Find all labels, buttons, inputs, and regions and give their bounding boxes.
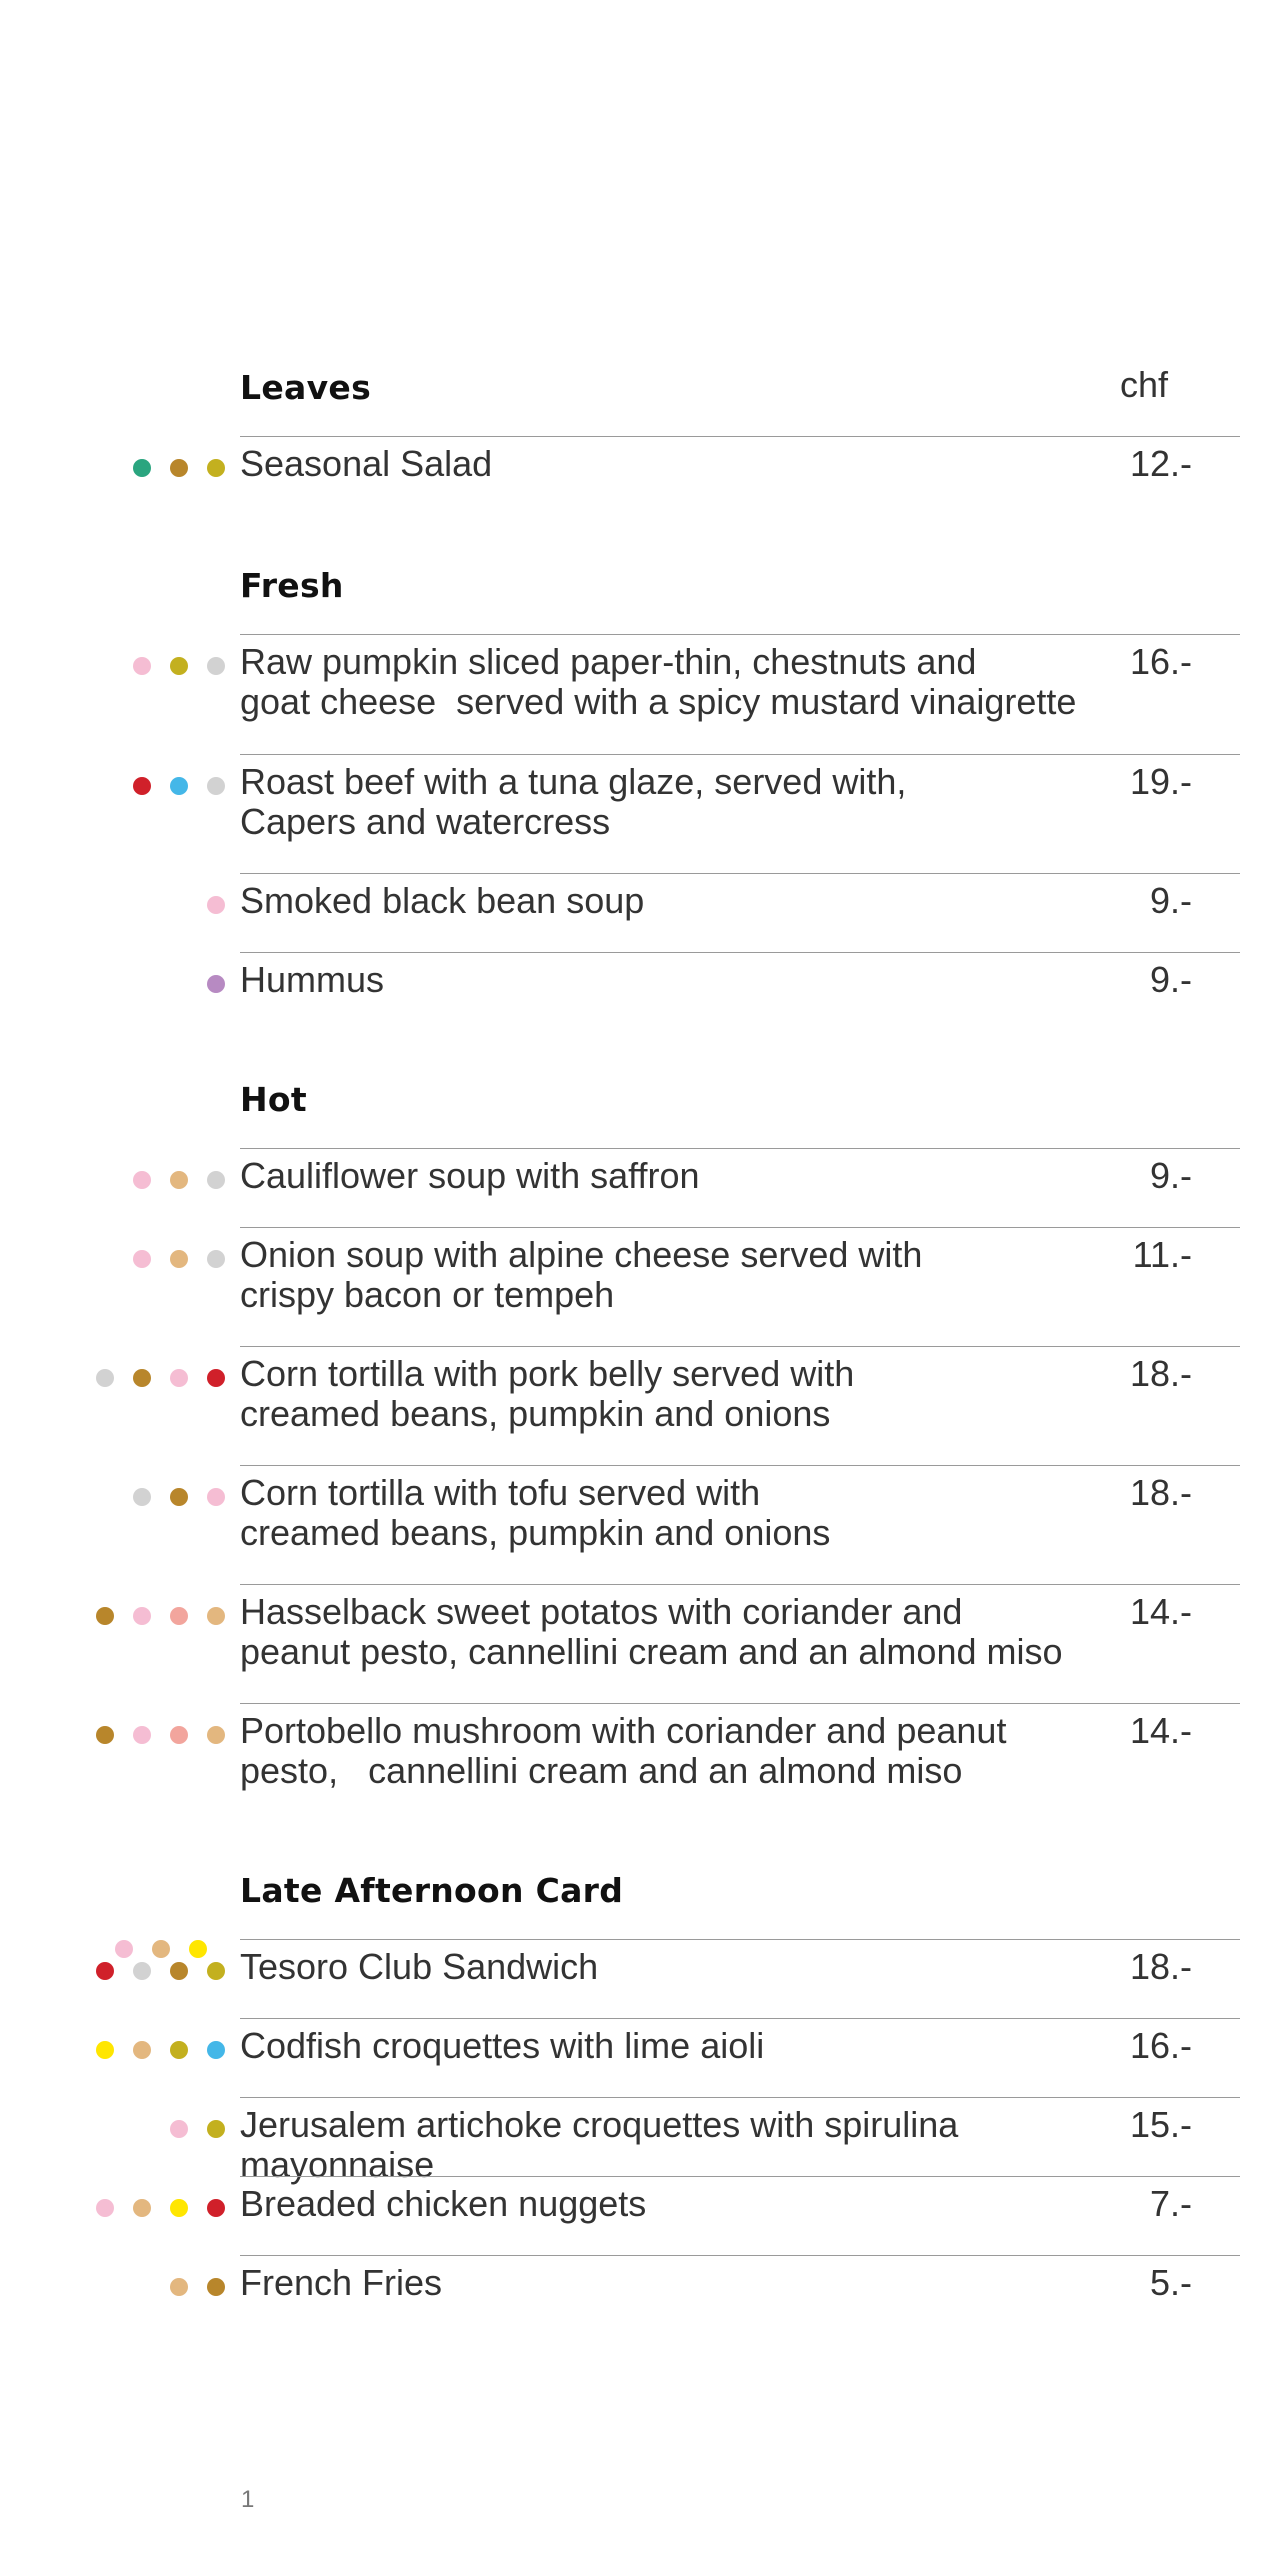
menu-item-name: Breaded chicken nuggets: [240, 2183, 647, 2224]
dietary-dot-pink: [133, 1250, 151, 1268]
dietary-dot-pink: [115, 1940, 133, 1958]
dietary-dot-tan: [170, 1250, 188, 1268]
row-divider: [240, 2176, 1240, 2177]
section-title-leaves: Leaves: [240, 368, 372, 407]
dietary-dot-red: [207, 2199, 225, 2217]
dietary-dot-blue: [170, 777, 188, 795]
menu-item-name: Seasonal Salad: [240, 443, 493, 484]
menu-item-name: Hummus: [240, 959, 385, 1000]
dietary-dot-olive: [207, 459, 225, 477]
dietary-dot-yellow: [189, 1940, 207, 1958]
menu-item-name: Cauliflower soup with saffron: [240, 1155, 700, 1196]
menu-item-price: 5.-: [1149, 2262, 1192, 2303]
section-title-fresh: Fresh: [240, 566, 344, 605]
menu-item-name: Roast beef with a tuna glaze, served with, Capers and watercress: [240, 761, 907, 842]
dietary-dot-red: [207, 1369, 225, 1387]
dietary-dot-tan: [133, 2199, 151, 2217]
dietary-dot-ochre: [133, 1369, 151, 1387]
dietary-dot-tan: [207, 1607, 225, 1625]
row-divider: [240, 873, 1240, 874]
menu-item-price: 14.-: [1129, 1591, 1192, 1632]
menu-item-name: Hasselback sweet potatos with coriander and peanut pesto, cannellini cream and an almond miso: [240, 1591, 1063, 1672]
menu-item-price: 14.-: [1129, 1710, 1192, 1751]
dietary-dot-tan: [152, 1940, 170, 1958]
menu-item-name: French Fries: [240, 2262, 443, 2303]
menu-item-price: 18.-: [1129, 1353, 1192, 1394]
dietary-dot-ochre: [170, 1962, 188, 1980]
row-divider: [240, 1584, 1240, 1585]
dietary-dot-grey: [133, 1488, 151, 1506]
dietary-dot-salmon: [170, 1607, 188, 1625]
row-divider: [240, 2018, 1240, 2019]
dietary-dot-pink: [207, 1488, 225, 1506]
dietary-dot-olive: [170, 657, 188, 675]
menu-item-name: Corn tortilla with tofu served with creamed beans, pumpkin and onions: [240, 1472, 831, 1553]
currency-label: chf: [1120, 364, 1169, 405]
menu-item-name: Tesoro Club Sandwich: [240, 1946, 599, 1987]
row-divider: [240, 1346, 1240, 1347]
dietary-dot-ochre: [170, 1488, 188, 1506]
menu-item-price: 18.-: [1129, 1946, 1192, 1987]
dietary-dot-grey: [133, 1962, 151, 1980]
row-divider: [240, 2255, 1240, 2256]
row-divider: [240, 754, 1240, 755]
dietary-dot-grey: [207, 657, 225, 675]
dietary-dot-pink: [133, 1607, 151, 1625]
menu-item-price: 15.-: [1129, 2104, 1192, 2145]
menu-item-price: 11.-: [1132, 1234, 1192, 1275]
menu-item-name: Jerusalem artichoke croquettes with spirulina mayonnaise: [240, 2104, 969, 2185]
row-divider: [240, 1703, 1240, 1704]
dietary-dot-tan: [133, 2041, 151, 2059]
dietary-dot-salmon: [170, 1726, 188, 1744]
menu-item-name: Corn tortilla with pork belly served with creamed beans, pumpkin and onions: [240, 1353, 855, 1434]
dietary-dot-tan: [170, 2278, 188, 2296]
menu-item-price: 16.-: [1129, 2025, 1192, 2066]
row-divider: [240, 1227, 1240, 1228]
row-divider: [240, 1148, 1240, 1149]
dietary-dot-pink: [133, 657, 151, 675]
menu-item-price: 19.-: [1129, 761, 1192, 802]
dietary-dot-pink: [207, 896, 225, 914]
dietary-dot-purple: [207, 975, 225, 993]
menu-item-price: 7.-: [1149, 2183, 1192, 2224]
dietary-dot-ochre: [96, 1607, 114, 1625]
row-divider: [240, 2097, 1240, 2098]
dietary-dot-pink: [170, 1369, 188, 1387]
dietary-dot-yellow: [96, 2041, 114, 2059]
dietary-dot-ochre: [96, 1726, 114, 1744]
dietary-dot-ochre: [207, 2278, 225, 2296]
row-divider: [240, 1939, 1240, 1940]
dietary-dot-tan: [170, 1171, 188, 1189]
dietary-dot-pink: [133, 1726, 151, 1744]
dietary-dot-grey: [207, 1171, 225, 1189]
dietary-dot-olive: [170, 2041, 188, 2059]
menu-item-price: 12.-: [1129, 443, 1192, 484]
section-title-hot: Hot: [240, 1080, 307, 1119]
menu-item-name: Portobello mushroom with coriander and peanut pesto, cannellini cream and an almond miso: [240, 1710, 1007, 1791]
row-divider: [240, 1465, 1240, 1466]
row-divider: [240, 952, 1240, 953]
dietary-dot-pink: [170, 2120, 188, 2138]
dietary-dot-grey: [96, 1369, 114, 1387]
menu-item-price: 16.-: [1129, 641, 1192, 682]
dietary-dot-red: [133, 777, 151, 795]
menu-item-name: Codfish croquettes with lime aioli: [240, 2025, 765, 2066]
row-divider: [240, 634, 1240, 635]
dietary-dot-grey: [207, 777, 225, 795]
dietary-dot-pink: [133, 1171, 151, 1189]
page-number: 1: [241, 2486, 255, 2513]
menu-item-name: Smoked black bean soup: [240, 880, 645, 921]
dietary-dot-red: [96, 1962, 114, 1980]
menu-item-name: Onion soup with alpine cheese served with crispy bacon or tempeh: [240, 1234, 923, 1315]
menu-item-name: Raw pumpkin sliced paper-thin, chestnuts and goat cheese served with a spicy mustard vinaigrette: [240, 641, 1077, 722]
menu-item-price: 9.-: [1149, 959, 1192, 1000]
dietary-dot-yellow: [170, 2199, 188, 2217]
dietary-dot-ochre: [170, 459, 188, 477]
menu-item-price: 9.-: [1149, 880, 1192, 921]
dietary-dot-olive: [207, 2120, 225, 2138]
dietary-dot-olive: [207, 1962, 225, 1980]
dietary-dot-grey: [207, 1250, 225, 1268]
dietary-dot-blue: [207, 2041, 225, 2059]
dietary-dot-pink: [96, 2199, 114, 2217]
dietary-dot-tan: [207, 1726, 225, 1744]
menu-item-price: 9.-: [1149, 1155, 1192, 1196]
menu-item-price: 18.-: [1129, 1472, 1192, 1513]
row-divider: [240, 436, 1240, 437]
section-title-late-afternoon-card: Late Afternoon Card: [240, 1871, 624, 1910]
dietary-dot-green: [133, 459, 151, 477]
